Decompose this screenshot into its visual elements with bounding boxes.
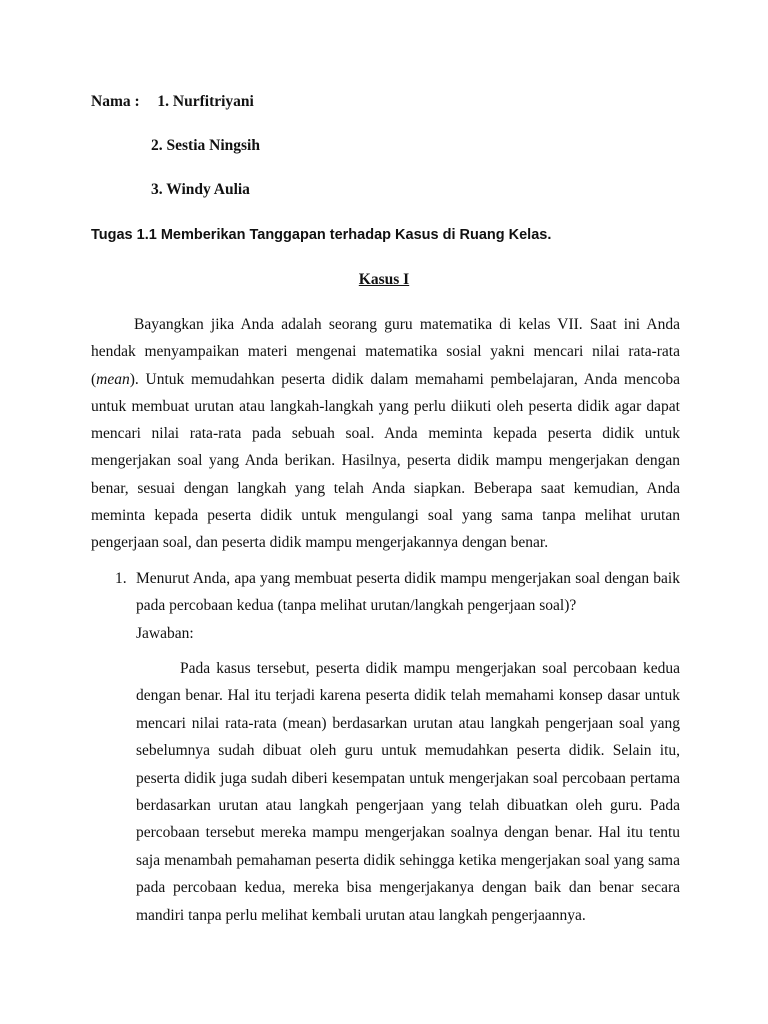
answer-label: Jawaban: — [136, 625, 194, 642]
member-name: 1. Nurfitriyani — [157, 93, 254, 110]
member-name: 2. Sestia Ningsih — [151, 137, 260, 154]
name-row-2 — [151, 137, 260, 155]
answer-paragraph: Pada kasus tersebut, peserta didik mampu mengerjakan soal percobaan kedua dengan benar. Hal itu terjadi karena peserta didik telah memahami konsep dasar untuk mencari nilai rata-rata (mean) berdasarkan urutan atau langkah pengerjaan soal yang sebelumnya sudah dibuat oleh guru untuk memudahkan peserta didik. Selain itu, peserta didik juga sudah diberi kesempatan untuk mengerjakan soal percobaan pertama berdasarkan urutan atau langkah pengerjaan yang telah dibuatkan oleh guru. Pada percobaan tersebut mereka mampu mengerjakan soalnya dengan benar. Hal itu tentu saja menambah pemahaman peserta didik sehingga ketika mengerjakan soal yang sama pada percobaan kedua, mereka bisa mengerjakanya dengan baik dan benar secara mandiri tanpa perlu melihat kembali urutan atau langkah pengerjaannya. — [136, 660, 680, 924]
name-row-3 — [151, 181, 250, 199]
case-heading: Kasus I — [358, 271, 410, 288]
intro-italic-term: mean — [96, 370, 130, 388]
question-text: Menurut Anda, apa yang membuat peserta didik mampu mengerjakan soal dengan baik pada percobaan kedua (tanpa melihat urutan/langkah pengerjaan soal)? — [136, 570, 680, 615]
name-label: Nama : — [91, 93, 140, 110]
question-number: 1. — [115, 570, 127, 587]
member-name: 3. Windy Aulia — [151, 181, 250, 198]
task-title: Tugas 1.1 Memberikan Tanggapan terhadap Kasus di Ruang Kelas. — [91, 227, 552, 243]
case-intro-paragraph — [91, 311, 680, 557]
intro-text: Bayangkan jika Anda adalah seorang guru matematika di kelas VII. Saat ini Anda hendak menyampaikan materi mengenai matematika sosial yakni mencari nilai rata-rata ( — [91, 316, 680, 388]
name-row-1 — [91, 93, 254, 111]
intro-text: ). Untuk memudahkan peserta didik dalam memahami pembelajaran, Anda mencoba untuk membuat urutan atau langkah-langkah yang perlu diikuti oleh peserta didik agar dapat mencari nilai rata-rata pada sebuah soal. Anda meminta kepada peserta didik untuk mengerjakan soal yang Anda berikan. Hasilnya, peserta didik mampu mengerjakan dengan benar, sesuai dengan langkah yang telah Anda siapkan. Beberapa saat kemudian, Anda meminta kepada peserta didik untuk mengulangi soal yang sama tanpa melihat urutan pengerjaan soal, dan peserta didik mampu mengerjakannya dengan benar. — [91, 370, 680, 552]
